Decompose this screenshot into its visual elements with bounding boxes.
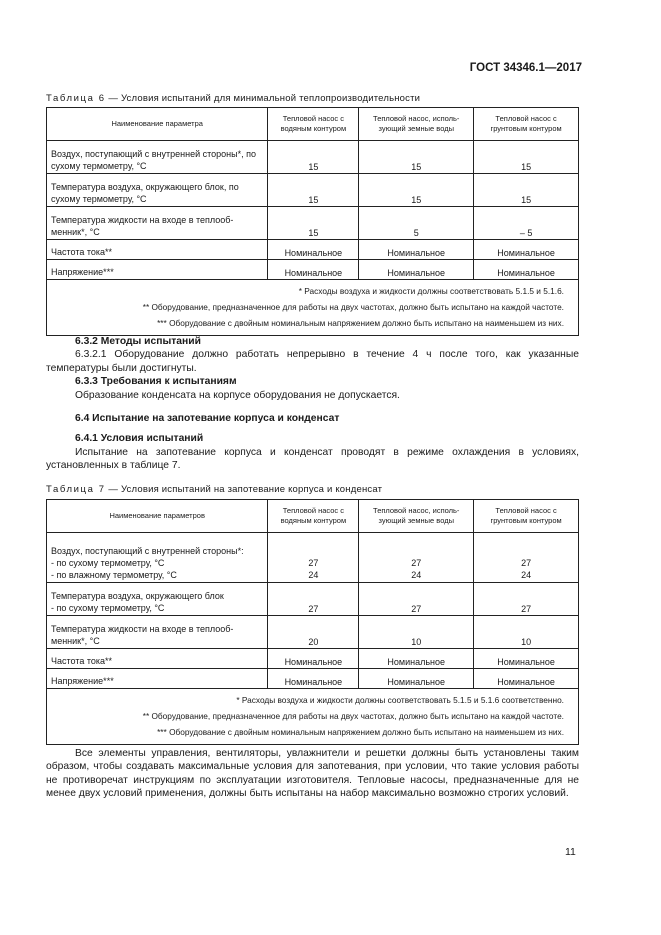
table-6-header-ground-loop: Тепловой насос с грунтовым контуром (474, 108, 579, 141)
table-row (47, 583, 579, 616)
table-6-note: * Расходы воздуха и жидкости должны соответствовать 5.1.5 и 5.1.6. (298, 286, 564, 296)
table-7-notes (47, 689, 579, 745)
table-7-note: ** Оборудование, предназначенное для работы на двух частотах, должно быть испытано на каждой частоте. (142, 711, 564, 722)
cell-dry: 27 (411, 557, 422, 568)
row-label (47, 533, 268, 583)
table-row (47, 616, 579, 649)
cell-value: 10 (474, 616, 579, 649)
cell-wet: 24 (521, 569, 532, 580)
closing-paragraph-block (46, 747, 579, 801)
table-7-caption-label: Таблица 7 (46, 484, 106, 495)
table-7-header-water-loop: Тепловой насос с водяным контуром (268, 500, 359, 533)
row-sub-dry-bulb: - по сухому термометру, °С (51, 557, 165, 568)
table-6-caption-label: Таблица 6 (46, 93, 106, 104)
paragraph-6-3-2-1: 6.3.2.1 Оборудование должно работать непрерывно в течение 4 ч после того, как указанные температуры были достигнуты. (46, 349, 579, 374)
cell-value: 27 (268, 583, 359, 616)
cell-value: 27 (359, 583, 474, 616)
cell-value: Номинальное (268, 669, 359, 689)
row-label: Температура воздуха, окружающего блок, по сухому термометру, °С (47, 174, 268, 207)
table-6-note: ** Оборудование, предназначенное для работы на двух частотах, должно быть испытано на каждой частоте. (142, 302, 564, 313)
row-label: Напряжение*** (47, 260, 268, 280)
section-6-3-2-to-6-4-1 (46, 335, 579, 473)
cell-value: Номинальное (359, 240, 474, 260)
row-label: Температура жидкости на входе в теплооб-менник*, °С (47, 616, 268, 649)
cell-value: Номинальное (474, 649, 579, 669)
table-7-header-ground-water: Тепловой насос, исполь-зующий земные воды (359, 500, 474, 533)
table-7-note: * Расходы воздуха и жидкости должны соответствовать 5.1.5 и 5.1.6 соответственно. (236, 695, 564, 705)
heading-6-3-3: 6.3.3 Требования к испытаниям (75, 376, 237, 388)
cell-value: Номинальное (359, 260, 474, 280)
row-label: Частота тока** (47, 240, 268, 260)
cell-value: Номинальное (474, 260, 579, 280)
cell-value: – 5 (474, 207, 579, 240)
cell-value: Номинальное (268, 260, 359, 280)
row-sub-dry-bulb: - по сухому термометру, °С (51, 602, 165, 613)
row-label (47, 583, 268, 616)
table-6-notes-row (47, 280, 579, 336)
table-row (47, 649, 579, 669)
table-7-caption (46, 484, 382, 495)
table-row (47, 260, 579, 280)
table-7-header-parameters: Наименование параметров (47, 500, 268, 533)
cell-value: Номинальное (359, 649, 474, 669)
row-label: Частота тока** (47, 649, 268, 669)
cell-value: Номинальное (359, 669, 474, 689)
cell-value: Номинальное (474, 669, 579, 689)
table-6-notes (47, 280, 579, 336)
table-7 (46, 499, 579, 745)
row-label: Напряжение*** (47, 669, 268, 689)
cell-value: 15 (268, 174, 359, 207)
table-row (47, 174, 579, 207)
row-sub-wet-bulb: - по влажному термометру, °С (51, 569, 177, 580)
table-7-header-ground-loop: Тепловой насос с грунтовым контуром (474, 500, 579, 533)
cell-value: 10 (359, 616, 474, 649)
cell-dry: 27 (308, 557, 319, 568)
cell-value: 15 (268, 141, 359, 174)
cell-value (268, 533, 359, 583)
heading-6-4: 6.4 Испытание на запотевание корпуса и конденсат (75, 413, 340, 425)
paragraph-6-4-1: Испытание на запотевание корпуса и конденсат проводят в режиме охлаждения в условиях, установленных в таблице 7. (46, 446, 579, 472)
cell-wet: 24 (308, 569, 319, 580)
cell-value: 27 (474, 583, 579, 616)
cell-value: 15 (268, 207, 359, 240)
heading-6-3-2: 6.3.2 Методы испытаний (75, 336, 201, 347)
cell-value: 20 (268, 616, 359, 649)
cell-value: 15 (474, 174, 579, 207)
cell-wet: 24 (411, 569, 422, 580)
cell-value: Номинальное (268, 240, 359, 260)
cell-value (359, 533, 474, 583)
table-row (47, 533, 579, 583)
table-row (47, 240, 579, 260)
row-label: Температура жидкости на входе в теплооб-менник*, °С (47, 207, 268, 240)
table-6-header-water-loop: Тепловой насос с водяным контуром (268, 108, 359, 141)
cell-value: 5 (359, 207, 474, 240)
row-title: Температура воздуха, окружающего блок (51, 590, 224, 601)
cell-dry: 27 (521, 557, 532, 568)
table-row (47, 207, 579, 240)
table-6-caption-text: — Условия испытаний для минимальной теплопроизводительности (105, 93, 421, 104)
cell-value (474, 533, 579, 583)
paragraph-6-3-3: Образование конденсата на корпусе оборудования не допускается. (75, 389, 400, 401)
row-label: Воздух, поступающий с внутренней стороны*, по сухому термометру, °С (47, 141, 268, 174)
document-standard-number: ГОСТ 34346.1—2017 (469, 62, 582, 74)
table-7-note: *** Оборудование с двойным номинальным напряжением должно быть испытано на наименьшем из них. (157, 727, 564, 738)
cell-value: 15 (359, 141, 474, 174)
table-6 (46, 107, 579, 336)
page-number: 11 (565, 846, 576, 858)
cell-value: Номинальное (474, 240, 579, 260)
cell-value: Номинальное (268, 649, 359, 669)
table-6-header-ground-water: Тепловой насос, исполь-зующий земные воды (359, 108, 474, 141)
table-6-note: *** Оборудование с двойным номинальным напряжением должно быть испытано на наименьшем из них. (157, 318, 564, 329)
table-7-notes-row (47, 689, 579, 745)
heading-6-4-1: 6.4.1 Условия испытаний (75, 433, 204, 445)
cell-value: 15 (359, 174, 474, 207)
table-6-header-parameter: Наименование параметра (47, 108, 268, 141)
table-row (47, 141, 579, 174)
table-6-caption (46, 93, 420, 104)
closing-paragraph: Все элементы управления, вентиляторы, увлажнители и решетки должны быть установлены таким образом, чтобы создавать максимальные условия для запотевания, при условии, что такие условия работы не противоречат инструкциям по эксплуатации изготовителя. Тепловые насосы, предназначенные для не менее двух условий применения, должны быть испытаны на набор максимально возможно строгих условий. (46, 748, 579, 800)
cell-value: 15 (474, 141, 579, 174)
row-title: Воздух, поступающий с внутренней стороны*: (51, 545, 244, 556)
table-7-caption-text: — Условия испытаний на запотевание корпуса и конденсат (105, 484, 383, 495)
table-row (47, 669, 579, 689)
